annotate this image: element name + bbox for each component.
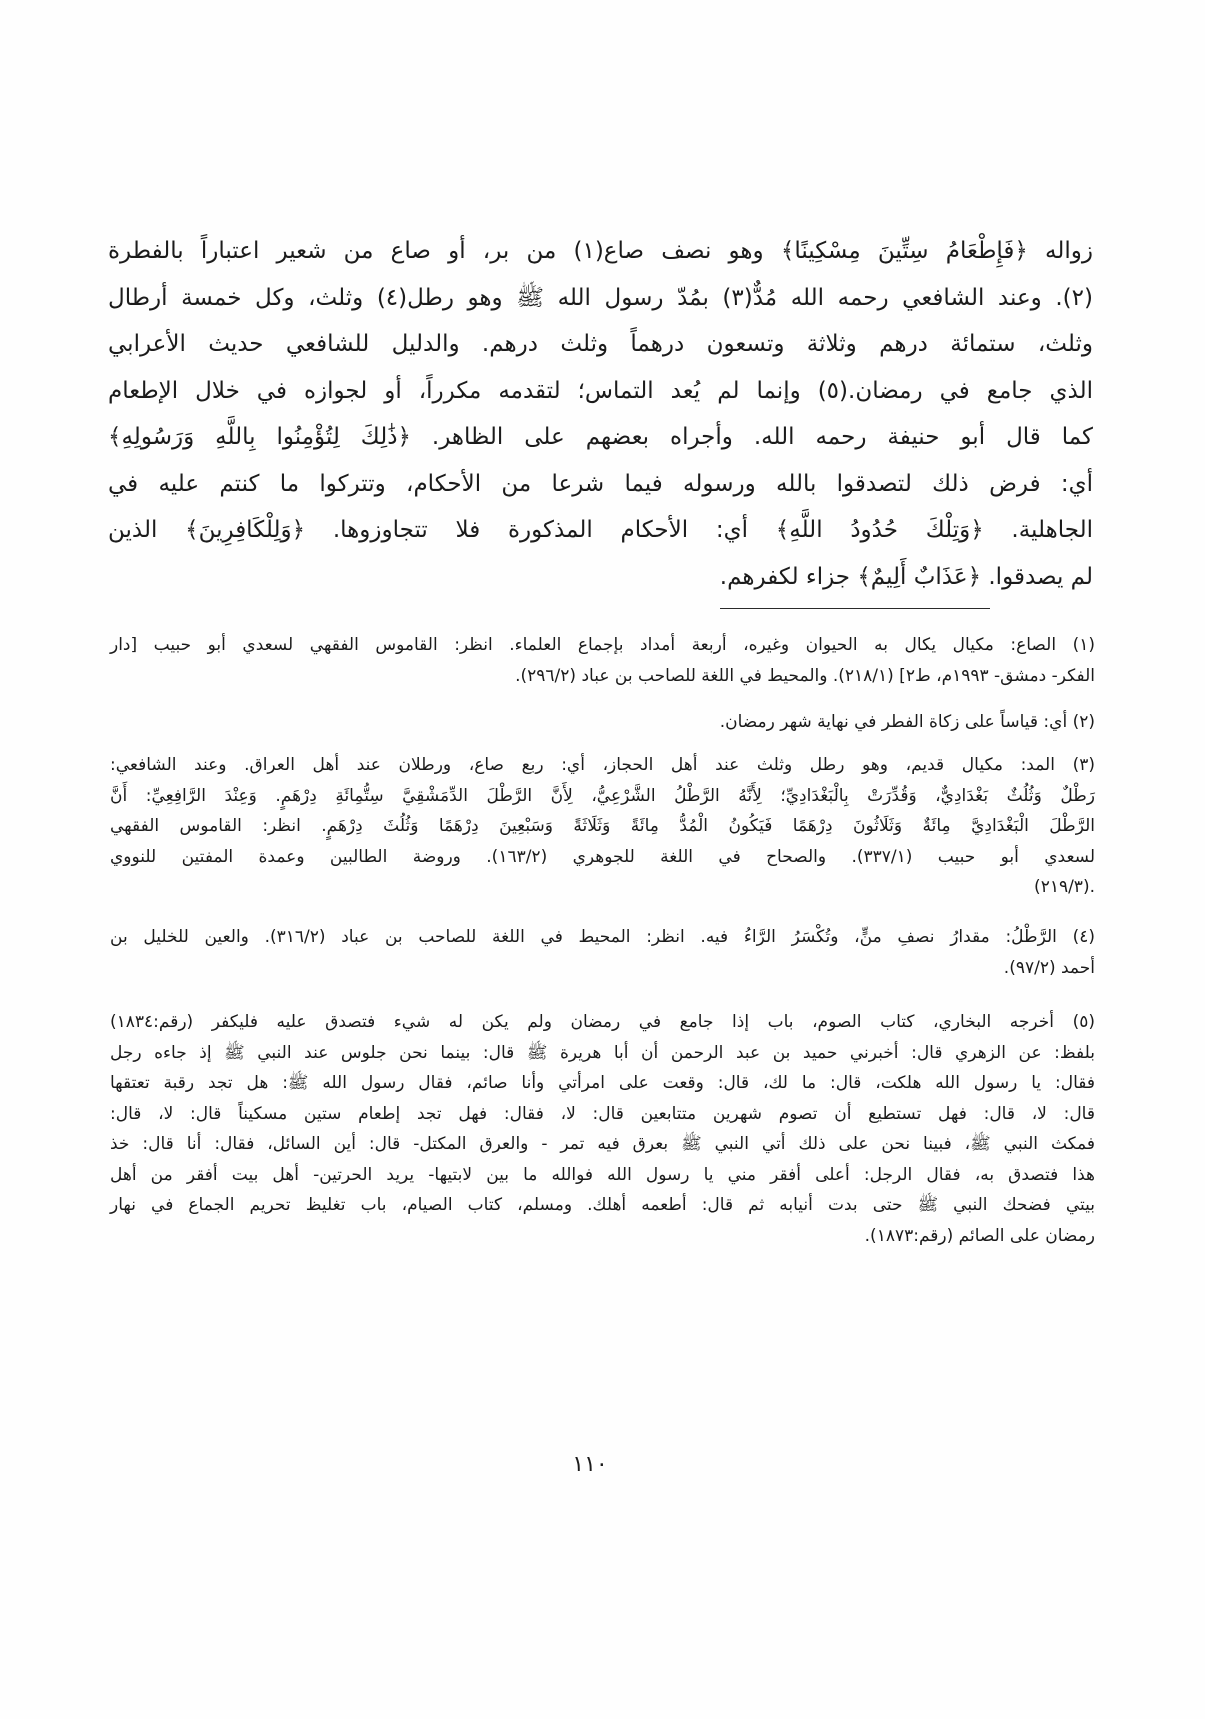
- footnote-line: (١) الصاع: مكيال يكال به الحيوان وغيره، أربعة أمداد بإجماع العلماء. انظر: القاموس الفقهي لسعدي أبو حبيب [دار: [110, 635, 1095, 655]
- main-text-line: (٢). وعند الشافعي رحمه الله مُدٌّ(٣) بمُدّ رسول الله ﷺ وهو رطل(٤) وثلث، وكل خمسة أرطال: [108, 284, 1093, 311]
- footnote-line: رمضان على الصائم (رقم:١٨٧٣).: [864, 1225, 1095, 1246]
- footnote-line: رَطْلٌ وَثُلُثٌ بَغْدَادِيٌّ، وَقُدِّرَتْ بِالْبَغْدَادِيِّ؛ لِأَنَّهُ الرَّطْلُ الشَّرْعِيُّ، لِأَنَّ الرَّطْلَ الدِّمَشْقِيَّ سِتُّمِائَةِ دِرْهَمٍ. وَعِنْدَ الرَّافِعِيِّ: أَنَّ: [110, 785, 1095, 806]
- footnote-1: [110, 630, 1095, 691]
- footnote-5: [110, 1007, 1095, 1251]
- footnote-line: (٢١٩/٣).: [1034, 877, 1095, 897]
- footnote-line: بيتي فضحك النبي ﷺ حتى بدت أنيابه ثم قال: أطعمه أهلك. ومسلم، كتاب الصيام، باب تغليظ تحريم الجماع في نهار: [110, 1195, 1095, 1215]
- main-text-line: زواله ﴿فَإِطْعَامُ سِتِّينَ مِسْكِينًا﴾ وهو نصف صاع(١) من بر، أو صاع من شعير اعتباراً بالفطرة: [108, 238, 1093, 264]
- main-text-line: أي: فرض ذلك لتصدقوا بالله ورسوله فيما شرعا من الأحكام، وتتركوا ما كنتم عليه في: [108, 470, 1093, 497]
- footnote-line: (٣) المد: مكيال قديم، وهو رطل وثلث عند أهل الحجاز، أي: ربع صاع، ورطلان عند أهل العراق. وعند الشافعي:: [110, 755, 1095, 775]
- footnote-line: لسعدي أبو حبيب (٣٣٧/١). والصحاح في اللغة للجوهري (١٦٣/٢). وروضة الطالبين وعمدة المفتين للنووي: [110, 846, 1095, 867]
- footnote-line: بلفظ: عن الزهري قال: أخبرني حميد بن عبد الرحمن أن أبا هريرة ﷺ قال: بينما نحن جلوس عند النبي ﷺ إذ جاءه رجل: [110, 1042, 1095, 1063]
- main-text: [108, 228, 1093, 600]
- footnote-line: هذا فتصدق به، فقال الرجل: أعلى أفقر مني يا رسول الله فوالله ما بين لابتيها- يريد الحرتين- أهل بيت أفقر من أهل: [110, 1164, 1095, 1185]
- footnote-2: [110, 707, 1095, 738]
- main-text-line: الجاهلية. ﴿وَتِلْكَ حُدُودُ اللَّهِ﴾ أي: الأحكام المذكورة فلا تتجاوزوها. ﴿وَلِلْكَافِرِينَ﴾ الذين: [108, 517, 1093, 543]
- main-text-line: كما قال أبو حنيفة رحمه الله. وأجراه بعضهم على الظاهر. ﴿ذَٰلِكَ لِتُؤْمِنُوا بِاللَّهِ وَرَسُولِهِ﴾: [108, 424, 1093, 450]
- main-text-line: الذي جامع في رمضان.(٥) وإنما لم يُعد التماس؛ لتقدمه مكرراً، أو لجوازه في خلال الإطعام: [108, 377, 1093, 404]
- footnote-3: [110, 750, 1095, 903]
- footnote-line: (٤) الرَّطْلُ: مقدارُ نصفِ منٍّ، وتُكْسَرُ الرَّاءُ فيه. انظر: المحيط في اللغة للصاحب بن عباد (٣١٦/٢). والعين للخليل بن: [110, 927, 1095, 947]
- footnote-line: (٢) أي: قياساً على زكاة الفطر في نهاية شهر رمضان.: [719, 712, 1095, 732]
- footnote-separator: [720, 608, 990, 609]
- main-text-line: وثلث، ستمائة درهم وثلاثة وتسعون درهماً وثلث درهم. والدليل للشافعي حديث الأعرابي: [108, 331, 1093, 357]
- footnote-line: فمكث النبي ﷺ، فبينا نحن على ذلك أتي النبي ﷺ بعرق فيه تمر - والعرق المكتل- قال: أين السائل، فقال: أنا قال: خذ: [110, 1134, 1095, 1154]
- page-number: ١١٠: [572, 1452, 608, 1477]
- footnote-line: أحمد (٩٧/٢).: [1003, 957, 1095, 978]
- footnote-4: [110, 922, 1095, 983]
- main-text-line: لم يصدقوا. ﴿عَذَابٌ أَلِيمٌ﴾ جزاء لكفرهم.: [719, 563, 1093, 590]
- footnote-line: الرَّطْلَ الْبَغْدَادِيَّ مِائَةٌ وَثَلَاثُونَ دِرْهَمًا فَيَكُونُ الْمُدُّ مِائَةً وَثَلَاثَةً وَسَبْعِينَ دِرْهَمًا وَثُلُثَ دِرْهَمٍ. انظر: القاموس الفقهي: [110, 816, 1095, 836]
- footnote-line: فقال: يا رسول الله هلكت، قال: ما لك، قال: وقعت على امرأتي وأنا صائم، فقال رسول الله ﷺ: هل تجد رقبة تعتقها: [110, 1073, 1095, 1093]
- footnote-line: (٥) أخرجه البخاري، كتاب الصوم، باب إذا جامع في رمضان ولم يكن له شيء فتصدق عليه فليكفر (رقم:١٨٣٤): [110, 1012, 1095, 1032]
- footnote-line: الفكر- دمشق- ١٩٩٣م، ط٢] (٢١٨/١). والمحيط في اللغة للصاحب بن عباد (٢٩٦/٢).: [515, 665, 1095, 686]
- footnote-line: قال: لا، قال: فهل تستطيع أن تصوم شهرين متتابعين قال: لا، فقال: فهل تجد إطعام ستين مسكيناً قال: لا، قال:: [110, 1103, 1095, 1124]
